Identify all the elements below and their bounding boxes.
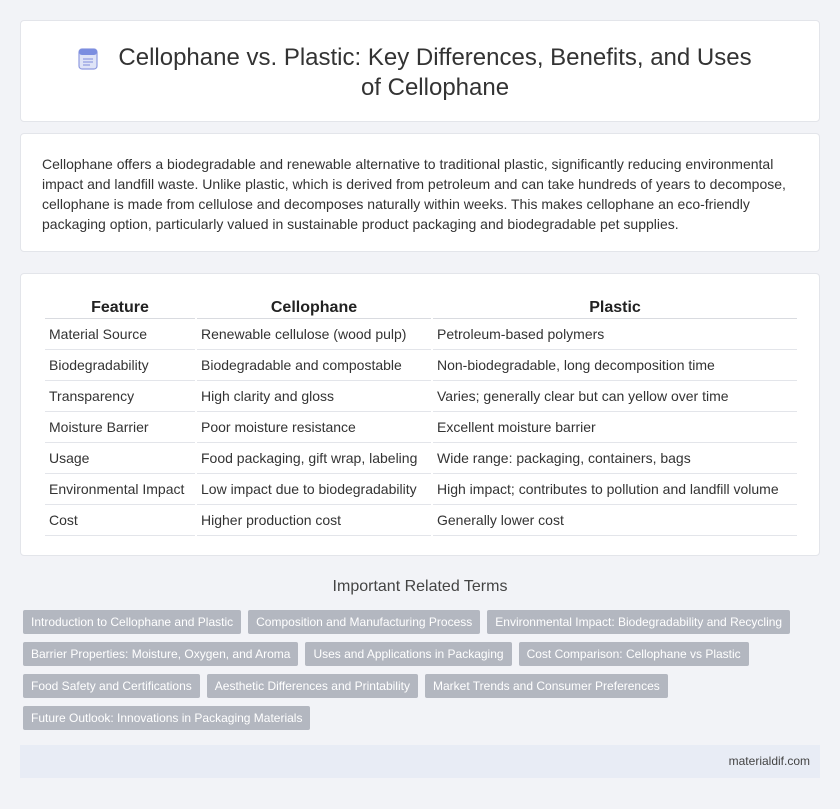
table-cell: Material Source — [45, 319, 195, 350]
table-cell: Environmental Impact — [45, 474, 195, 505]
related-term-tag[interactable]: Environmental Impact: Biodegradability and Recycling — [487, 610, 790, 634]
table-cell: Usage — [45, 443, 195, 474]
related-term-tag[interactable]: Composition and Manufacturing Process — [248, 610, 480, 634]
table-cell: Petroleum-based polymers — [433, 319, 797, 350]
table-cell: Non-biodegradable, long decomposition time — [433, 350, 797, 381]
table-cell: High impact; contributes to pollution and landfill volume — [433, 474, 797, 505]
column-header-feature: Feature — [45, 295, 195, 319]
column-header-plastic: Plastic — [433, 295, 797, 319]
related-term-tag[interactable]: Food Safety and Certifications — [23, 674, 200, 698]
footer — [20, 745, 820, 778]
related-terms-row — [23, 610, 790, 634]
table-cell: Wide range: packaging, containers, bags — [433, 443, 797, 474]
table-cell: Food packaging, gift wrap, labeling — [197, 443, 431, 474]
table-cell: High clarity and gloss — [197, 381, 431, 412]
table-cell: Excellent moisture barrier — [433, 412, 797, 443]
intro-card — [20, 133, 820, 252]
related-term-tag[interactable]: Market Trends and Consumer Preferences — [425, 674, 668, 698]
table-cell: Transparency — [45, 381, 195, 412]
table-cell: Renewable cellulose (wood pulp) — [197, 319, 431, 350]
footer-site-link[interactable]: materialdif.com — [728, 754, 810, 768]
related-term-tag[interactable]: Uses and Applications in Packaging — [305, 642, 511, 666]
comparison-table-card — [20, 273, 820, 556]
related-term-tag[interactable]: Introduction to Cellophane and Plastic — [23, 610, 241, 634]
table-row — [45, 350, 797, 381]
intro-paragraph: Cellophane offers a biodegradable and renewable alternative to traditional plastic, significantly reducing environmental impact and landfill waste. Unlike plastic, which is derived from petroleum and can take hundreds of years to decompose, cellophane is made from cellulose and decomposes naturally within weeks. This makes cellophane an eco-friendly packaging option, particularly valued in sustainable product packaging and biodegradable pet supplies. — [42, 156, 786, 232]
comparison-table — [43, 295, 799, 536]
table-row — [45, 443, 797, 474]
related-terms-row — [23, 642, 749, 666]
header-card — [20, 20, 820, 122]
table-row — [45, 505, 797, 536]
table-row — [45, 474, 797, 505]
table-cell: Biodegradability — [45, 350, 195, 381]
related-terms-heading: Important Related Terms — [332, 578, 508, 595]
table-row — [45, 381, 797, 412]
table-cell: Higher production cost — [197, 505, 431, 536]
table-cell: Varies; generally clear but can yellow over time — [433, 381, 797, 412]
table-header-row — [45, 295, 797, 319]
table-cell: Generally lower cost — [433, 505, 797, 536]
related-term-tag[interactable]: Cost Comparison: Cellophane vs Plastic — [519, 642, 749, 666]
table-cell: Low impact due to biodegradability — [197, 474, 431, 505]
related-terms-row — [23, 706, 310, 730]
table-cell: Poor moisture resistance — [197, 412, 431, 443]
table-row — [45, 319, 797, 350]
page-title: Cellophane vs. Plastic: Key Differences, Benefits, and Uses of Cellophane — [118, 44, 752, 101]
column-header-cellophane: Cellophane — [197, 295, 431, 319]
table-cell: Cost — [45, 505, 195, 536]
table-cell: Biodegradable and compostable — [197, 350, 431, 381]
related-term-tag[interactable]: Barrier Properties: Moisture, Oxygen, and Aroma — [23, 642, 298, 666]
related-term-tag[interactable]: Aesthetic Differences and Printability — [207, 674, 418, 698]
table-cell: Moisture Barrier — [45, 412, 195, 443]
related-term-tag[interactable]: Future Outlook: Innovations in Packaging Materials — [23, 706, 310, 730]
related-terms-row — [23, 674, 668, 698]
table-row — [45, 412, 797, 443]
